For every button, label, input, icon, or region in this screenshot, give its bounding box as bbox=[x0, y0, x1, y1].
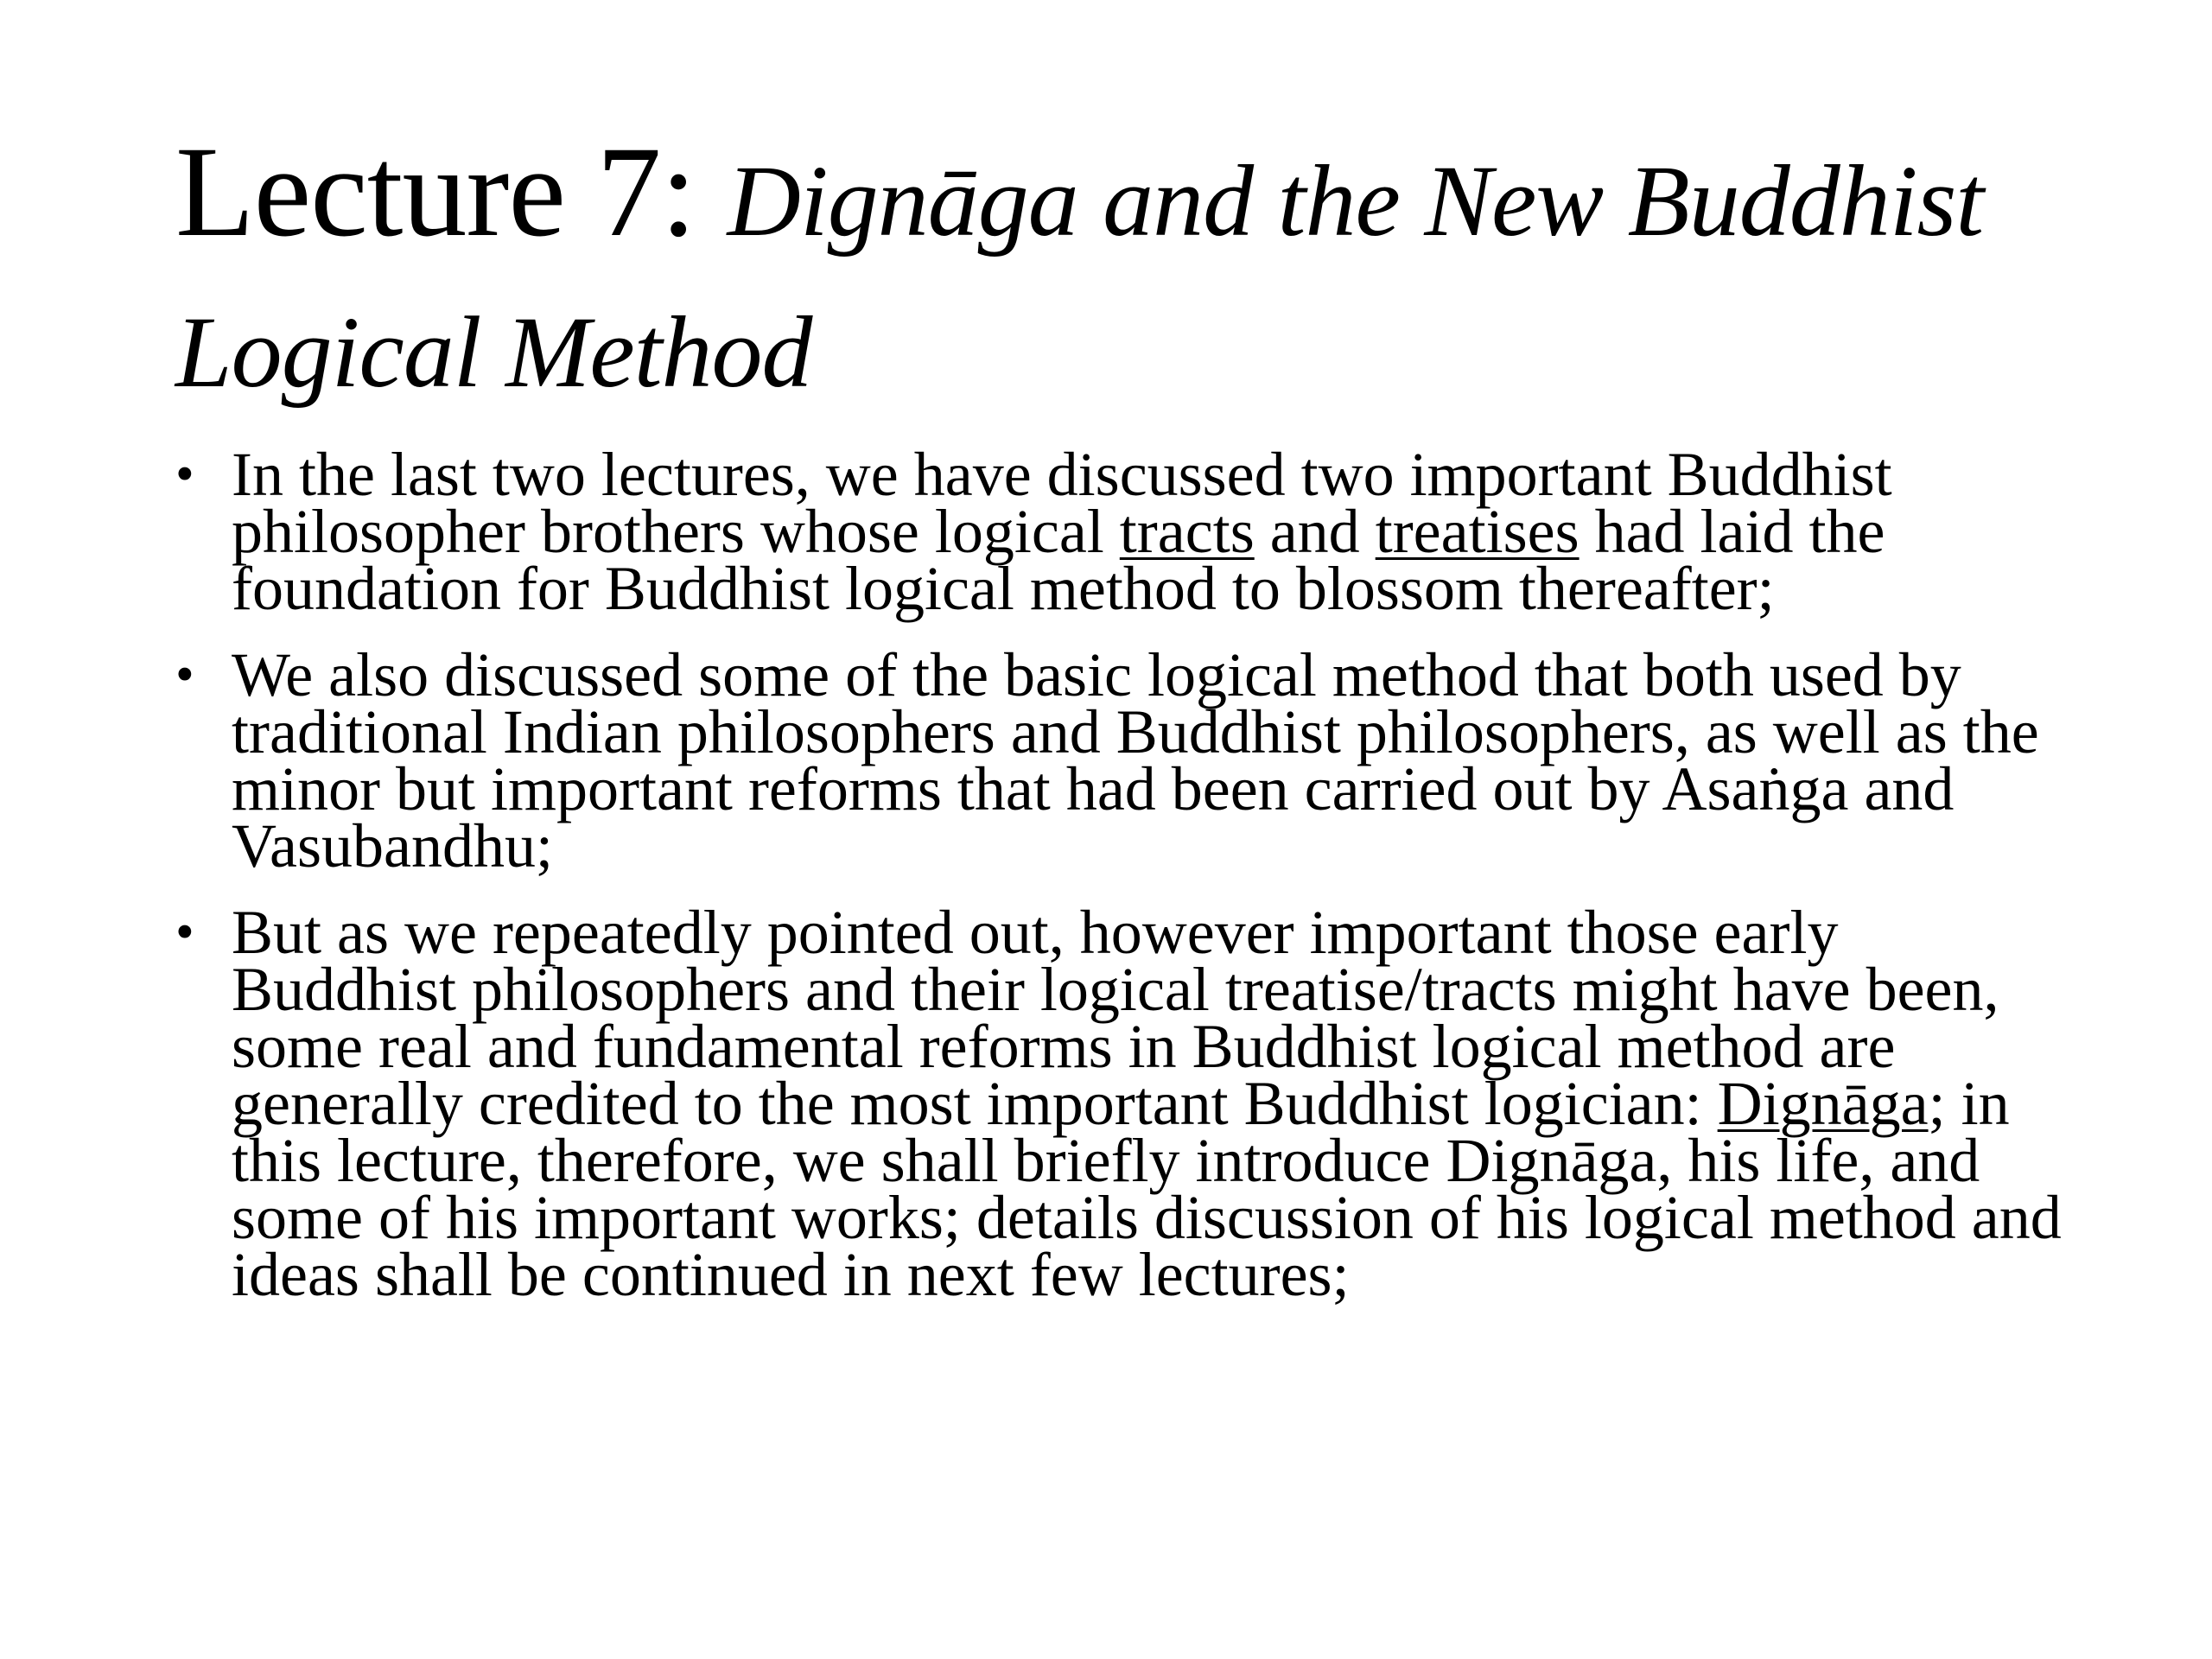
bullet-1-text-a: In the last two lectures, we have discussed two important Buddhist philosopher brothers whose logical bbox=[232, 440, 1892, 566]
bullet-list bbox=[175, 440, 2076, 1332]
title-italic: Dignāga and the New Buddhist Logical Method bbox=[175, 144, 1984, 409]
bullet-1-text-b: and bbox=[1254, 497, 1376, 566]
link-treatises[interactable]: treatises bbox=[1375, 497, 1580, 566]
bullet-item-1 bbox=[175, 440, 2076, 623]
bullet-3-text-b: ; in this lecture, therefore, we shall briefly introduce Dignāga, his life, and some of his important works; details discussion of his logical method and ideas shall be continued in next few lectures; bbox=[232, 1069, 2062, 1309]
bullet-item-2 bbox=[175, 640, 2076, 880]
link-dignaga[interactable]: Dignāga bbox=[1717, 1069, 1929, 1138]
bullet-1-text-c: had laid the foundation for Buddhist logical method to blossom thereafter; bbox=[232, 497, 1885, 623]
bullet-icon: • bbox=[175, 903, 194, 962]
bullet-icon: • bbox=[175, 445, 194, 504]
title-prefix: Lecture 7: bbox=[175, 120, 728, 264]
bullet-3-text-a: But as we repeatedly pointed out, however important those early Buddhist philosophers and their logical treatise/tracts might have been, some real and fundamental reforms in Buddhist logical method are generally credited to the most important Buddhist logician: bbox=[232, 898, 1999, 1138]
slide-title bbox=[175, 121, 2076, 423]
bullet-2-text: We also discussed some of the basic logical method that both used by traditional Indian philosophers and Buddhist philosophers, as well as the minor but important reforms that had been carried out by Asaṅga and Vasubandhu; bbox=[232, 640, 2039, 880]
bullet-icon: • bbox=[175, 645, 194, 704]
link-tracts[interactable]: tracts bbox=[1119, 497, 1255, 566]
bullet-item-3 bbox=[175, 898, 2076, 1309]
